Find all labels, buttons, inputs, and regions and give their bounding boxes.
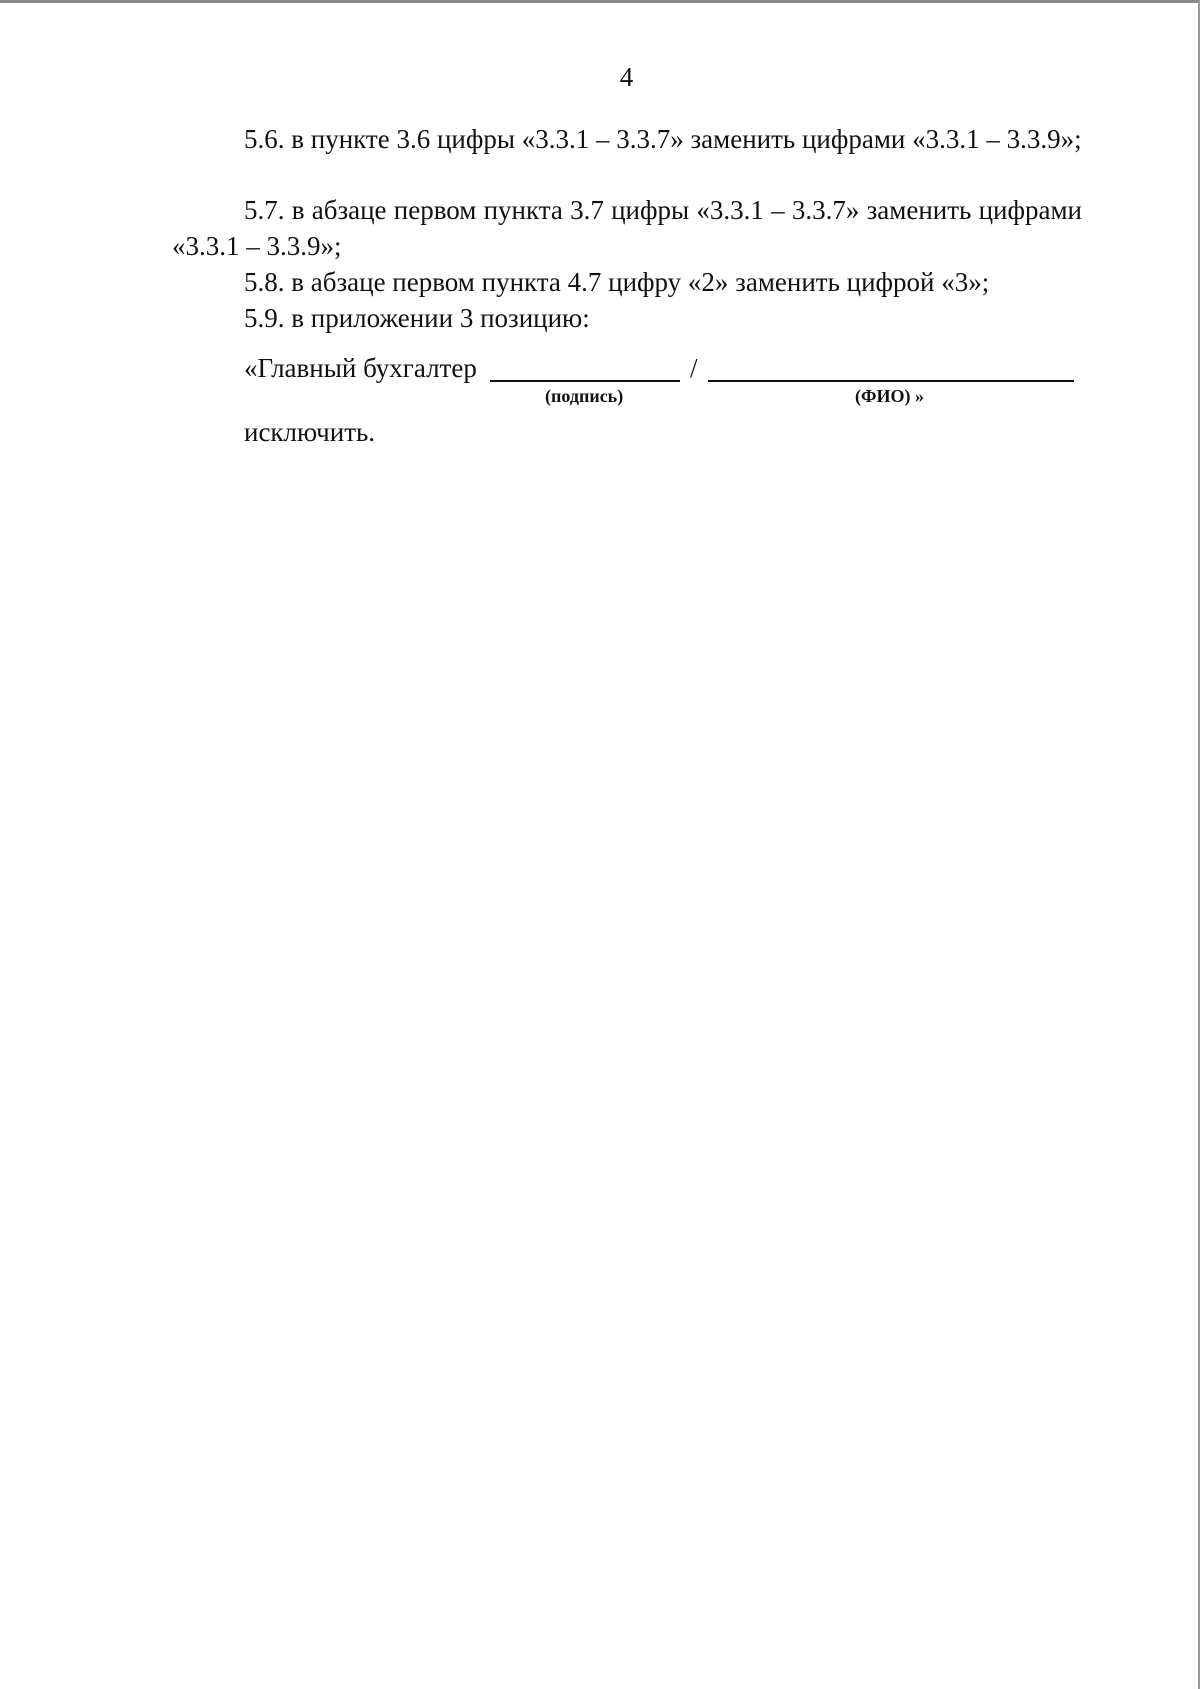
- signature-line: [244, 348, 1084, 388]
- page-number: 4: [619, 62, 634, 92]
- paragraph-5-6: 5.6. в пункте 3.6 цифры «3.3.1 – 3.3.7» заменить цифрами «3.3.1 – 3.3.9»;: [244, 124, 1082, 154]
- signature-blank: [490, 380, 680, 382]
- closing-text: исключить.: [244, 417, 376, 447]
- signature-label: «Главный бухгалтер: [244, 353, 477, 383]
- paragraph-5-7: 5.7. в абзаце первом пункта 3.7 цифры «3.3.1 – 3.3.7» заменить цифрами «3.3.1 – 3.3.9»;: [172, 195, 1082, 261]
- signature-caption: (подпись): [545, 386, 624, 406]
- paragraph-5-9: 5.9. в приложении 3 позицию:: [244, 303, 590, 333]
- name-blank: [708, 380, 1074, 382]
- paragraph-5-8: 5.8. в абзаце первом пункта 4.7 цифру «2» заменить цифрой «3»;: [244, 267, 990, 297]
- scan-edge-top: [0, 0, 1200, 3]
- signature-separator: /: [690, 353, 698, 383]
- name-caption: (ФИО) »: [855, 386, 924, 406]
